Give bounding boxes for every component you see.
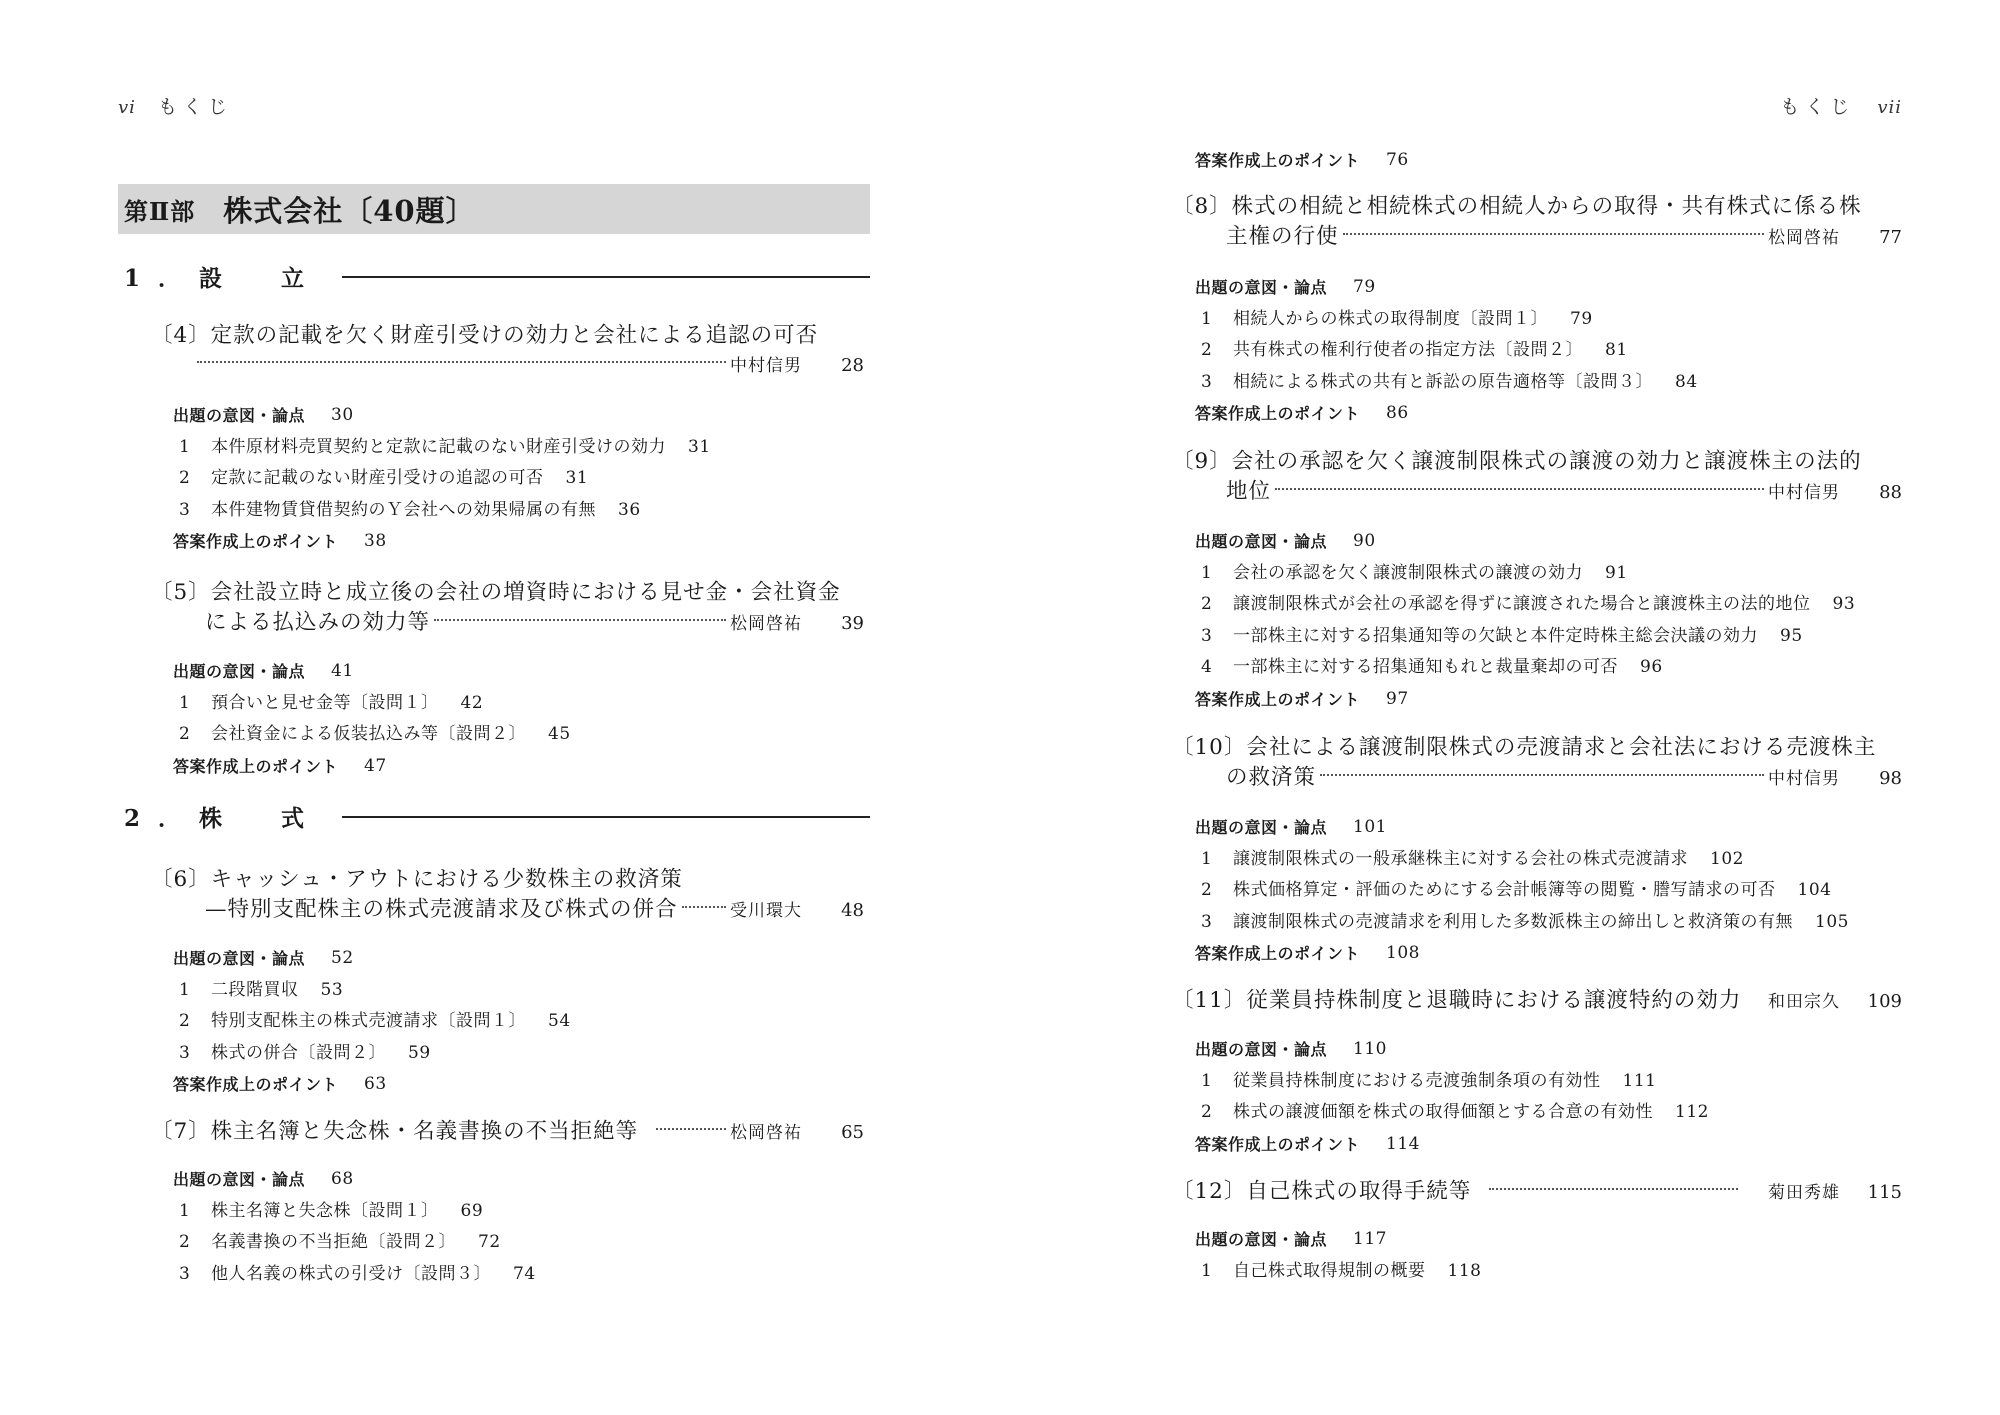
- section-heading-1: [124, 260, 870, 293]
- leader-dots: [197, 361, 726, 363]
- sub-page: 96: [1640, 657, 1663, 678]
- sub-number: 1: [179, 436, 191, 457]
- right-running-header: [1780, 92, 1902, 119]
- entry-title-line: [1172, 1177, 1902, 1207]
- right-page: [1172, 0, 1902, 1415]
- sub-heading: [173, 1164, 853, 1196]
- sub-item: [1195, 621, 1895, 653]
- toc-sub-list-7: [173, 1164, 853, 1290]
- sub-heading: [1195, 1224, 1895, 1256]
- section-heading-2: [124, 800, 870, 833]
- toc-sub-list-8: [1195, 272, 1895, 430]
- toc-entry-5[interactable]: [151, 578, 864, 638]
- part-title: 株式会社〔40題〕: [223, 193, 476, 228]
- sub-page: 31: [688, 436, 711, 457]
- sub-text: 株式の併合〔設問２〕: [211, 1042, 386, 1063]
- left-page-number: vi: [118, 97, 136, 118]
- entry-second-line: [151, 351, 864, 381]
- sub-heading: [173, 943, 853, 975]
- sub-text: 会社の承認を欠く譲渡制限株式の譲渡の効力: [1233, 562, 1583, 583]
- entry-page: 48: [841, 900, 864, 921]
- toc-entry-9[interactable]: [1172, 447, 1902, 507]
- leader-dots: [656, 1128, 726, 1130]
- sub-page: 114: [1386, 1133, 1420, 1154]
- toc-entry-8[interactable]: [1172, 192, 1902, 252]
- sub-page: 76: [1386, 150, 1409, 170]
- entry-page: 65: [841, 1122, 864, 1143]
- sub-text: 本件建物賃貸借契約のＹ会社への効果帰属の有無: [211, 499, 596, 520]
- sub-text: 答案作成上のポイント: [173, 1075, 339, 1095]
- sub-page: 45: [548, 724, 571, 745]
- sub-number: 2: [179, 468, 191, 489]
- sub-number: 1: [1201, 848, 1213, 869]
- entry-title-line: 〔5〕会社設立時と成立後の会社の増資時における見せ金・会社資金: [151, 580, 841, 605]
- sub-text: 答案作成上のポイント: [1195, 1134, 1361, 1154]
- entry-title-cont: 主権の行使: [1226, 224, 1339, 249]
- sub-number: 4: [1201, 657, 1213, 678]
- sub-item: [1195, 1256, 1895, 1288]
- sub-page: 59: [408, 1042, 431, 1063]
- sub-item: [173, 1227, 853, 1259]
- sub-item: [1195, 844, 1895, 876]
- sub-text: 特別支配株主の株式売渡請求〔設問１〕: [211, 1011, 526, 1032]
- sub-item: [173, 463, 853, 495]
- entry-author: 受川環大: [730, 901, 802, 921]
- sub-text: 共有株式の権利行使者の指定方法〔設問２〕: [1233, 340, 1583, 361]
- sub-number: 3: [179, 499, 191, 520]
- sub-page: 105: [1815, 911, 1849, 932]
- entry-author: 和田宗久: [1768, 992, 1840, 1012]
- entry-title-cont: の救済策: [1226, 765, 1317, 790]
- toc-sub-list-10: [1195, 812, 1895, 970]
- sub-text: 答案作成上のポイント: [173, 532, 339, 552]
- sub-text: 株主名簿と失念株〔設問１〕: [211, 1200, 439, 1221]
- entry-title-line: [1172, 986, 1902, 1016]
- sub-heading: [1195, 938, 1895, 970]
- sub-item: [173, 495, 853, 527]
- sub-text: 一部株主に対する招集通知等の欠缺と本件定時株主総会決議の効力: [1233, 625, 1758, 646]
- sub-page: 79: [1570, 308, 1593, 329]
- entry-title-cont: による払込みの効力等: [205, 610, 431, 635]
- sub-text: 出題の意図・論点: [1195, 278, 1328, 297]
- sub-text: 定款に記載のない財産引受けの追認の可否: [211, 468, 544, 489]
- sub-page: 54: [548, 1011, 571, 1032]
- entry-title-cont: 地位: [1226, 479, 1272, 504]
- entry-title-line: 〔6〕キャッシュ・アウトにおける少数株主の救済策: [151, 867, 683, 892]
- sub-heading: [173, 1069, 853, 1101]
- toc-entry-7[interactable]: [151, 1117, 864, 1147]
- part-number: 第Ⅱ部: [124, 196, 196, 226]
- sub-page: 112: [1675, 1102, 1709, 1123]
- sub-text: 出題の意図・論点: [173, 1170, 306, 1189]
- sub-number: 2: [1201, 1102, 1213, 1123]
- leader-dots: [1343, 233, 1764, 235]
- toc-sub-list-5: [173, 656, 853, 782]
- sub-text: 本件原材料売買契約と定款に記載のない財産引受けの効力: [211, 436, 666, 457]
- sub-item: [1195, 652, 1895, 684]
- sub-heading: [173, 656, 853, 688]
- entry-title-line: 〔10〕会社による譲渡制限株式の売渡請求と会社法における売渡株主: [1172, 735, 1877, 760]
- leader-dots: [682, 906, 726, 908]
- entry-second-line: [1172, 477, 1902, 507]
- entry-author: 中村信男: [1768, 483, 1840, 503]
- toc-entry-12[interactable]: [1172, 1177, 1902, 1207]
- sub-page: 104: [1797, 880, 1832, 901]
- sub-text: 一部株主に対する招集通知もれと裁量棄却の可否: [1233, 657, 1618, 678]
- sub-item: [173, 432, 853, 464]
- part-banner: [118, 184, 870, 234]
- toc-sub-list-12: [1195, 1224, 1895, 1287]
- sub-page: 95: [1780, 625, 1803, 646]
- section-label: 1．設 立: [124, 265, 323, 292]
- sub-text: 出題の意図・論点: [1195, 1230, 1328, 1249]
- section-label: 2．株 式: [124, 805, 323, 832]
- toc-sub-list-4: [173, 400, 853, 558]
- sub-page: 108: [1386, 943, 1420, 964]
- sub-heading: [1195, 272, 1895, 304]
- sub-text: 名義書換の不当拒絶〔設問２〕: [211, 1232, 456, 1253]
- sub-text: 出題の意図・論点: [173, 406, 306, 425]
- sub-item: [1195, 1097, 1895, 1129]
- entry-author: 中村信男: [730, 356, 802, 376]
- sub-page: 42: [460, 692, 484, 713]
- entry-second-line: [151, 895, 864, 925]
- toc-entry-10[interactable]: [1172, 733, 1902, 793]
- sub-page: 118: [1447, 1260, 1482, 1281]
- sub-number: 3: [1201, 625, 1213, 646]
- entry-author: 松岡啓祐: [730, 1123, 802, 1143]
- sub-page: 84: [1675, 371, 1698, 392]
- right-header-title: もくじ: [1780, 96, 1856, 118]
- sub-page: 102: [1710, 848, 1744, 869]
- toc-entry-11[interactable]: [1172, 986, 1902, 1016]
- sub-page: 36: [618, 499, 641, 520]
- entry-second-line: [1172, 222, 1902, 252]
- sub-page: 90: [1353, 531, 1376, 551]
- sub-text: 出題の意図・論点: [173, 662, 306, 681]
- toc-sub-list-6: [173, 943, 853, 1101]
- sub-page: 97: [1386, 688, 1409, 709]
- sub-text: 譲渡制限株式の売渡請求を利用した多数派株主の締出しと救済策の有無: [1233, 911, 1793, 932]
- sub-page: 41: [331, 661, 354, 681]
- sub-number: 1: [179, 979, 191, 1000]
- sub-heading: [1195, 812, 1895, 844]
- entry-title-line: 〔9〕会社の承認を欠く譲渡制限株式の譲渡の効力と譲渡株主の法的: [1172, 449, 1862, 474]
- sub-heading: [1195, 526, 1895, 558]
- entry-title-cont: —特別支配株主の株式売渡請求及び株式の併合: [205, 897, 678, 922]
- sub-page: 38: [364, 531, 387, 552]
- entry-title: 〔12〕自己株式の取得手続等: [1172, 1179, 1472, 1204]
- entry-page: 109: [1867, 991, 1902, 1012]
- leader-dots: [1489, 1188, 1738, 1190]
- sub-page: 117: [1353, 1229, 1387, 1249]
- toc-entry-4[interactable]: [151, 321, 864, 381]
- sub-number: 1: [1201, 562, 1213, 583]
- entry-author: 中村信男: [1768, 769, 1840, 789]
- sub-item: [173, 1038, 853, 1070]
- sub-page: 86: [1386, 403, 1409, 424]
- sub-item: [1195, 907, 1895, 939]
- sub-number: 3: [1201, 371, 1213, 392]
- sub-text: 出題の意図・論点: [1195, 532, 1328, 551]
- entry-title-line: 〔4〕定款の記載を欠く財産引受けの効力と会社による追認の可否: [151, 323, 819, 348]
- sub-text: 答案作成上のポイント: [1195, 689, 1361, 709]
- sub-number: 1: [1201, 1260, 1213, 1281]
- sub-text: 株式の譲渡価額を株式の取得価額とする合意の有効性: [1233, 1102, 1653, 1123]
- sub-page: 81: [1605, 340, 1628, 361]
- sub-page: 91: [1605, 562, 1628, 583]
- right-page-number: vii: [1877, 97, 1902, 118]
- sub-text: 出題の意図・論点: [1195, 818, 1328, 837]
- sub-heading: [1195, 1034, 1895, 1066]
- sub-number: 2: [179, 724, 191, 745]
- sub-text: 譲渡制限株式の一般承継株主に対する会社の株式売渡請求: [1233, 848, 1688, 869]
- sub-number: 2: [179, 1011, 191, 1032]
- sub-page: 110: [1353, 1039, 1387, 1059]
- sub-heading: [1195, 1129, 1895, 1161]
- left-page: [118, 0, 870, 1415]
- sub-heading: [1195, 398, 1895, 430]
- sub-item: [173, 719, 853, 751]
- sub-item: [1195, 1066, 1895, 1098]
- left-running-header: [118, 92, 233, 119]
- leader-dots: [1320, 774, 1764, 776]
- sub-heading: [1195, 145, 1895, 177]
- sub-page: 52: [331, 948, 354, 968]
- toc-sub-list-9: [1195, 526, 1895, 716]
- entry-author: 松岡啓祐: [730, 614, 802, 634]
- entry-author: 菊田秀雄: [1768, 1183, 1840, 1203]
- sub-heading: [173, 526, 853, 558]
- entry-title: 〔11〕従業員持株制度と退職時における譲渡特約の効力: [1172, 988, 1742, 1013]
- entry-page: 88: [1879, 482, 1902, 503]
- toc-sub-list-11: [1195, 1034, 1895, 1160]
- sub-text: 譲渡制限株式が会社の承認を得ずに譲渡された場合と譲渡株主の法的地位: [1233, 594, 1811, 615]
- sub-page: 31: [565, 468, 589, 489]
- entry-second-line: [1172, 763, 1902, 793]
- sub-text: 相続人からの株式の取得制度〔設問１〕: [1233, 308, 1548, 329]
- entry-title-line: 〔8〕株式の相続と相続株式の相続人からの取得・共有株式に係る株: [1172, 194, 1862, 219]
- leader-dots: [1275, 488, 1764, 490]
- sub-heading: [173, 751, 853, 783]
- sub-heading: [173, 400, 853, 432]
- sub-text: 株式価格算定・評価のためにする会計帳簿等の閲覧・謄写請求の可否: [1233, 880, 1776, 901]
- sub-item: [1195, 558, 1895, 590]
- section-rule: [342, 816, 870, 818]
- sub-page: 74: [513, 1263, 536, 1284]
- sub-heading: [1195, 684, 1895, 716]
- sub-item: [1195, 589, 1895, 621]
- sub-text: 会社資金による仮装払込み等〔設問２〕: [211, 724, 526, 745]
- sub-page: 101: [1353, 817, 1387, 837]
- sub-number: 2: [179, 1232, 191, 1253]
- sub-text: 出題の意図・論点: [1195, 1040, 1328, 1059]
- sub-number: 2: [1201, 340, 1213, 361]
- sub-item: [173, 1259, 853, 1291]
- entry-title-line: [151, 1117, 864, 1147]
- sub-number: 3: [1201, 911, 1213, 932]
- sub-number: 3: [179, 1042, 191, 1063]
- sub-page: 72: [478, 1232, 501, 1253]
- sub-number: 2: [1201, 880, 1213, 901]
- sub-number: 2: [1201, 594, 1213, 615]
- sub-text: 預合いと見せ金等〔設問１〕: [211, 692, 439, 713]
- sub-item: [1195, 335, 1895, 367]
- sub-text: 答案作成上のポイント: [1195, 944, 1361, 964]
- sub-item: [1195, 367, 1895, 399]
- sub-text: 他人名義の株式の引受け〔設問３〕: [211, 1263, 491, 1284]
- entry-page: 115: [1867, 1182, 1902, 1203]
- sub-text: 答案作成上のポイント: [173, 756, 339, 776]
- sub-text: 相続による株式の共有と訴訟の原告適格等〔設問３〕: [1233, 371, 1653, 392]
- sub-text: 出題の意図・論点: [173, 949, 306, 968]
- carryover-points: [1195, 145, 1895, 177]
- sub-page: 68: [331, 1169, 354, 1189]
- entry-page: 77: [1879, 227, 1902, 248]
- sub-item: [173, 688, 853, 720]
- sub-page: 47: [364, 755, 387, 776]
- sub-page: 69: [460, 1200, 484, 1221]
- sub-page: 30: [331, 405, 354, 425]
- sub-item: [173, 1006, 853, 1038]
- sub-page: 53: [320, 979, 344, 1000]
- sub-text: 答案作成上のポイント: [1195, 404, 1361, 424]
- entry-page: 28: [841, 355, 864, 376]
- sub-text: 自己株式取得規制の概要: [1233, 1260, 1426, 1281]
- left-header-title: もくじ: [157, 96, 233, 118]
- sub-page: 93: [1832, 594, 1856, 615]
- entry-author: 松岡啓祐: [1768, 228, 1840, 248]
- toc-entry-6[interactable]: [151, 865, 864, 925]
- leader-dots: [434, 619, 726, 621]
- sub-page: 79: [1353, 277, 1376, 297]
- sub-item: [173, 975, 853, 1007]
- entry-page: 39: [841, 613, 864, 634]
- entry-page: 98: [1879, 768, 1902, 789]
- sub-text: 従業員持株制度における売渡強制条項の有効性: [1233, 1070, 1601, 1091]
- sub-text: 答案作成上のポイント: [1195, 151, 1361, 170]
- section-rule: [342, 276, 870, 278]
- entry-title: 〔7〕株主名簿と失念株・名義書換の不当拒絶等: [151, 1119, 639, 1144]
- sub-number: 1: [1201, 1070, 1213, 1091]
- entry-second-line: [151, 608, 864, 638]
- sub-number: 1: [179, 692, 191, 713]
- sub-item: [173, 1196, 853, 1228]
- sub-item: [1195, 875, 1895, 907]
- sub-number: 3: [179, 1263, 191, 1284]
- sub-number: 1: [179, 1200, 191, 1221]
- sub-page: 111: [1622, 1070, 1657, 1091]
- sub-number: 1: [1201, 308, 1213, 329]
- sub-text: 二段階買収: [211, 979, 299, 1000]
- sub-page: 63: [364, 1074, 387, 1095]
- sub-item: [1195, 304, 1895, 336]
